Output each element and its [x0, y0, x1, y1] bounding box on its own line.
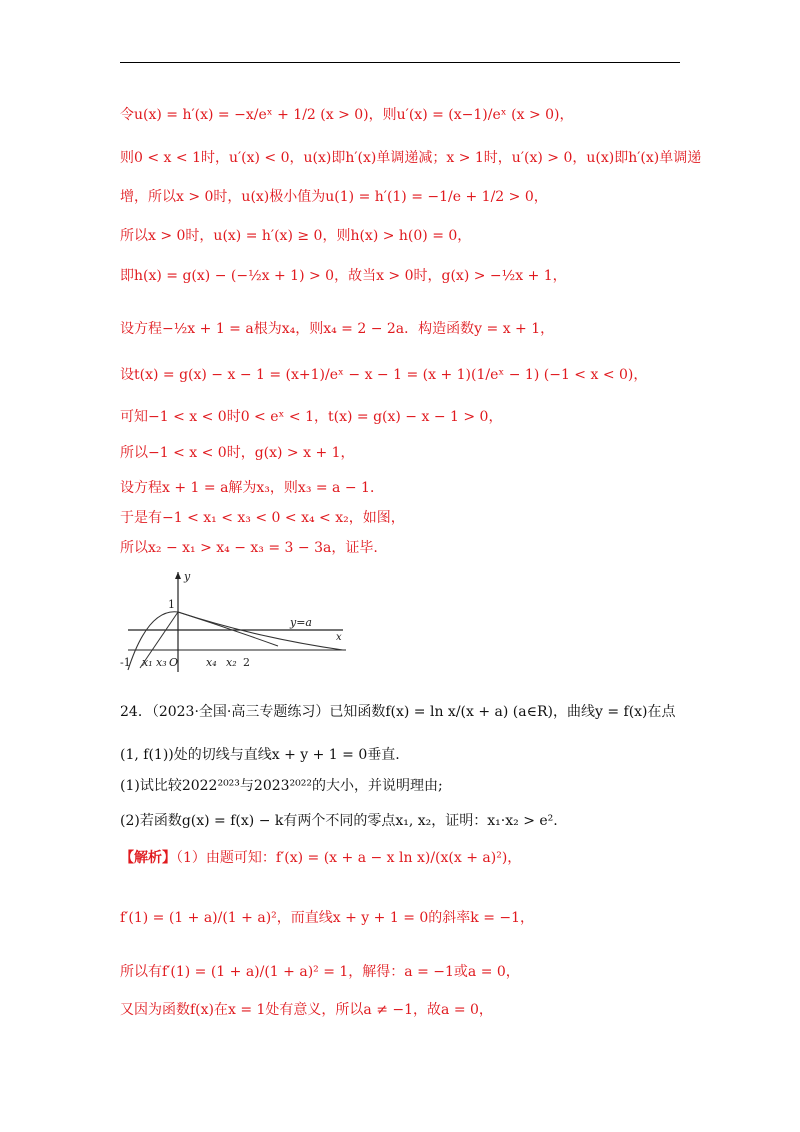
tick-label: 2: [243, 656, 250, 669]
solution-line: 增，所以x > 0时，u(x)极小值为u(1) = h′(1) = −1/e + 1/2 > 0，: [120, 189, 548, 205]
tick-label: O: [169, 656, 179, 669]
solution-line: 所以x > 0时，u(x) = h′(x) ≥ 0，则h(x) > h(0) = 0，: [120, 228, 472, 244]
solution-line: 设方程−½x + 1 = a根为x₄，则x₄ = 2 − 2a．构造函数y = x + 1，: [120, 321, 555, 337]
answer-text: （1）由题可知：f′(x) = (x + a − x ln x)/(x(x + a)²)，: [176, 850, 522, 866]
solution-line: 所以−1 < x < 0时，g(x) > x + 1，: [120, 445, 355, 461]
problem-heading: [120, 702, 700, 722]
solution-line: 设t(x) = g(x) − x − 1 = (x+1)/eˣ − x − 1 = (x + 1)(1/eˣ − 1) (−1 < x < 0)，: [120, 367, 648, 383]
solution-line: 可知−1 < x < 0时0 < eˣ < 1，t(x) = g(x) − x − 1 > 0，: [120, 409, 503, 425]
answer-line: [120, 848, 700, 868]
answer-tag: 【解析】: [120, 850, 176, 866]
answer-line: f′(1) = (1 + a)/(1 + a)²，而直线x + y + 1 = 0的斜率k = −1，: [120, 910, 535, 926]
tick-label: x₃: [156, 656, 167, 669]
y-axis-label: y: [184, 570, 191, 583]
curve-tangent: [178, 612, 278, 646]
x-axis-label: x: [336, 632, 342, 643]
solution-line: 即h(x) = g(x) − (−½x + 1) > 0，故当x > 0时，g(x) > −½x + 1，: [120, 268, 567, 284]
problem-statement-cont: (1, f(1))处的切线与直线x + y + 1 = 0垂直.: [120, 747, 400, 763]
tick-label: x₁: [142, 656, 153, 669]
problem-part-2: (2)若函数g(x) = f(x) − k有两个不同的零点x₁, x₂，证明：x₁·x₂ > e².: [120, 813, 558, 829]
function-graph: [118, 568, 350, 676]
problem-number: 24．: [120, 704, 152, 720]
tick-label: x₄: [206, 656, 217, 669]
header-rule: [120, 62, 680, 63]
solution-line: 则0 < x < 1时，u′(x) < 0，u(x)即h′(x)单调递减；x > 1时，u′(x) > 0，u(x)即h′(x)单调递: [120, 150, 702, 166]
tick-label: -1: [120, 656, 131, 669]
solution-line: 所以x₂ − x₁ > x₄ − x₃ = 3 − 3a，证毕.: [120, 540, 378, 556]
solution-line: 令u(x) = h′(x) = −x/eˣ + 1/2 (x > 0)，则u′(x) = (x−1)/eˣ (x > 0)，: [120, 107, 574, 123]
answer-line: 又因为函数f(x)在x = 1处有意义，所以a ≠ −1，故a = 0，: [120, 1002, 493, 1018]
problem-source: （2023·全国·高三专题练习）: [151, 704, 330, 720]
problem-part-1: (1)试比较2022²⁰²³与2023²⁰²²的大小，并说明理由;: [120, 778, 443, 794]
line-y-a-label: y=a: [290, 616, 312, 629]
y-axis-arrow: [175, 572, 181, 579]
solution-line: 于是有−1 < x₁ < x₃ < 0 < x₄ < x₂，如图，: [120, 510, 405, 526]
answer-line: 所以有f′(1) = (1 + a)/(1 + a)² = 1，解得：a = −1或a = 0，: [120, 964, 520, 980]
tick-label: x₂: [226, 656, 237, 669]
peak-label: 1: [168, 598, 175, 611]
solution-line: 设方程x + 1 = a解为x₃，则x₃ = a − 1．: [120, 480, 384, 496]
problem-statement: 已知函数f(x) = ln x/(x + a) (a∈R)，曲线y = f(x)在点: [329, 704, 676, 720]
